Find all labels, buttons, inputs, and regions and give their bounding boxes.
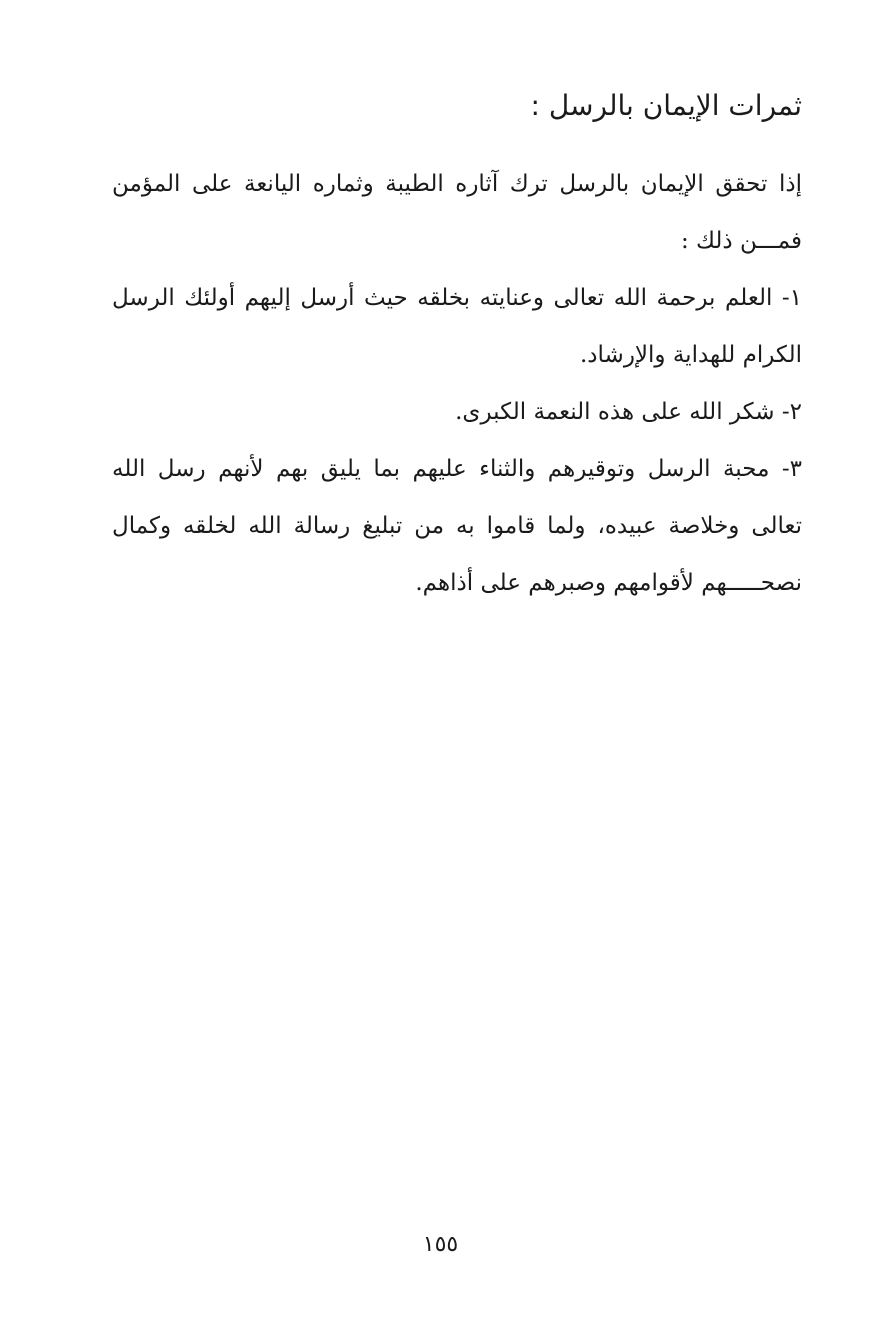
page-number: ١٥٥ (422, 1232, 459, 1257)
page-content (112, 82, 802, 612)
list-item-2: ٢- شكر الله على هذه النعمة الكبرى. (455, 399, 802, 425)
intro-paragraph: إذا تحقق الإيمان بالرسل ترك آثاره الطيبة وثماره اليانعة على المؤمن فمـــن ذلك : (112, 171, 802, 254)
list-item-1: ١- العلم برحمة الله تعالى وعنايته بخلقه حيث أرسل إليهم أولئك الرسل الكرام للهداية والإرشاد. (112, 285, 802, 368)
section-heading: ثمرات الإيمان بالرسل : (530, 89, 802, 122)
list-item-3: ٣- محبة الرسل وتوقيرهم والثناء عليهم بما يليق بهم لأنهم رسل الله تعالى وخلاصة عبيده، ولما قاموا به من تبليغ رسالة الله لخلقه وكمال نصحـــــهم لأقوامهم وصبرهم على أذاهم. (112, 456, 802, 596)
